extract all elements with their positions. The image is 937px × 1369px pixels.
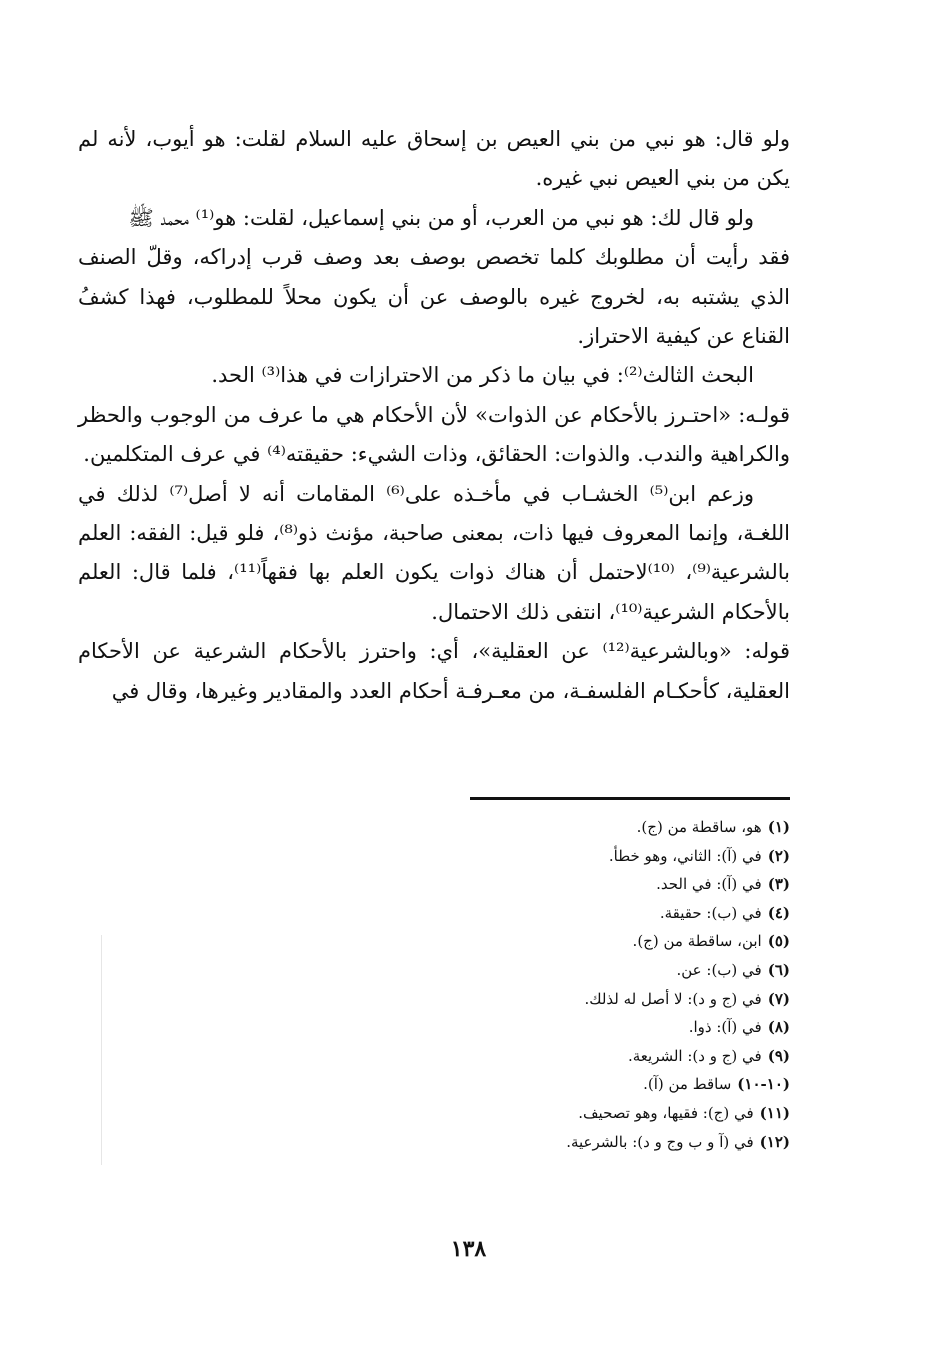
paragraph-4: البحث الثالث⁽²⁾: في بيان ما ذكر من الاحترازات في هذا⁽³⁾ الحد. xyxy=(211,363,754,388)
footnote-number: (٨) xyxy=(767,1018,790,1037)
footnote-text: ابن، ساقطة من (ج). xyxy=(632,932,762,951)
footnote-text: في (ج و د): لا أصل له لذلك. xyxy=(584,989,762,1008)
page-number: ١٣٨ xyxy=(450,1236,487,1262)
footnote-item xyxy=(78,1013,790,1042)
paragraph-6: وزعم ابن⁽⁵⁾ الخشـاب في مأخـذه على⁽⁶⁾ المقامات أنه لا أصل⁽⁷⁾ لذلك في اللغـة، وإنما المعروف فيها ذات، بمعنى صاحبة، مؤنث ذو⁽⁸⁾، فلو قيل: الفقه: العلم بالشرعية⁽⁹⁾، ⁽¹⁰⁾لاحتمل أن هناك ذوات يكون العلم بها فقهاً⁽¹¹⁾، فلما قال: العلم بالأحكام الشرعية⁽¹⁰⁾، انتفى ذلك الاحتمال. xyxy=(78,481,791,624)
footnote-item xyxy=(78,956,790,985)
footnote-separator xyxy=(470,797,790,800)
footnote-number: (٤) xyxy=(767,903,790,922)
footnote-item xyxy=(78,1128,790,1157)
footnote-text: في (ب): حقيقة. xyxy=(659,903,762,922)
footnote-text: في (آ): الثاني، وهو خطأ. xyxy=(608,846,762,865)
footnote-item xyxy=(78,899,790,928)
footnote-number: (١١) xyxy=(759,1103,790,1122)
footnote-text: في (آ): في الحد. xyxy=(656,875,762,894)
footnote-text: ساقط من (آ). xyxy=(643,1075,732,1094)
main-text xyxy=(78,120,790,711)
footnote-number: (٣) xyxy=(767,875,790,894)
footnote-number: (٢) xyxy=(767,846,790,865)
footnote-text: في (ج و د): الشريعة. xyxy=(627,1046,762,1065)
paragraph-1: ولو قال: هو نبي من بني العيص بن إسحاق عليه السلام لقلت: هو أيوب، لأنه لم يكن من بني العيص نبي غيره. xyxy=(78,127,790,191)
footnote-item xyxy=(78,842,790,871)
footnote-item xyxy=(78,1099,790,1128)
footnote-item xyxy=(78,813,790,842)
footnote-text: هو، ساقطة من (ج). xyxy=(636,818,762,836)
paragraph-3: فقد رأيت أن مطلوبك كلما تخصص بوصف بعد وصف قرب إدراكه، وقلّ الصنف الذي يشتبه به، لخروج غيره بالوصف عن أن يكون محلاً للمطلوب، فهذا كشفُ القناع عن كيفية الاحتراز. xyxy=(78,245,790,349)
footnote-number: (٦) xyxy=(767,960,790,979)
footnote-text: في (ب): عن. xyxy=(676,960,762,979)
footnote-item xyxy=(78,1070,790,1099)
footnote-text: في (ج): فقيها، وهو تصحيف. xyxy=(578,1103,754,1122)
footnotes-list xyxy=(78,813,790,1156)
footnote-item xyxy=(78,985,790,1014)
paragraph-5: قولـه: «احتـرز بالأحكام عن الذوات» لأن الأحكام هي ما عرف من الوجوب والحظر والكراهية والندب. والذوات: الحقائق، وذات الشيء: حقيقته⁽⁴⁾ في عرف المتكلمين. xyxy=(78,402,790,467)
footnote-number: (١) xyxy=(767,818,790,836)
footnote-item xyxy=(78,927,790,956)
scan-margin-shadow xyxy=(101,935,102,1165)
footnote-item xyxy=(78,1042,790,1071)
footnote-number: (٧) xyxy=(767,989,790,1008)
footnote-text: في (آ): ذوا. xyxy=(688,1018,762,1037)
paragraph-2: ولو قال لك: هو نبي من العرب، أو من بني إسماعيل، لقلت: هو⁽¹⁾ محمد ﷺ xyxy=(128,205,754,230)
footnote-number: (٥) xyxy=(767,932,790,951)
footnote-number: (٩) xyxy=(767,1046,790,1065)
paragraph-7: قوله: «وبالشرعية⁽¹²⁾ عن العقلية»، أي: واحترز بالأحكام الشرعية عن الأحكام العقلية، كأحكـام الفلسفـة، من معـرفـة أحكام العدد والمقادير وغيرها، وقال في xyxy=(78,639,790,703)
footnote-number: (١٢) xyxy=(759,1132,790,1151)
footnote-item xyxy=(78,870,790,899)
footnote-text: في (آ و ب وج و د): بالشرعية. xyxy=(566,1132,754,1151)
footnote-number: (١٠-١٠) xyxy=(737,1075,790,1094)
